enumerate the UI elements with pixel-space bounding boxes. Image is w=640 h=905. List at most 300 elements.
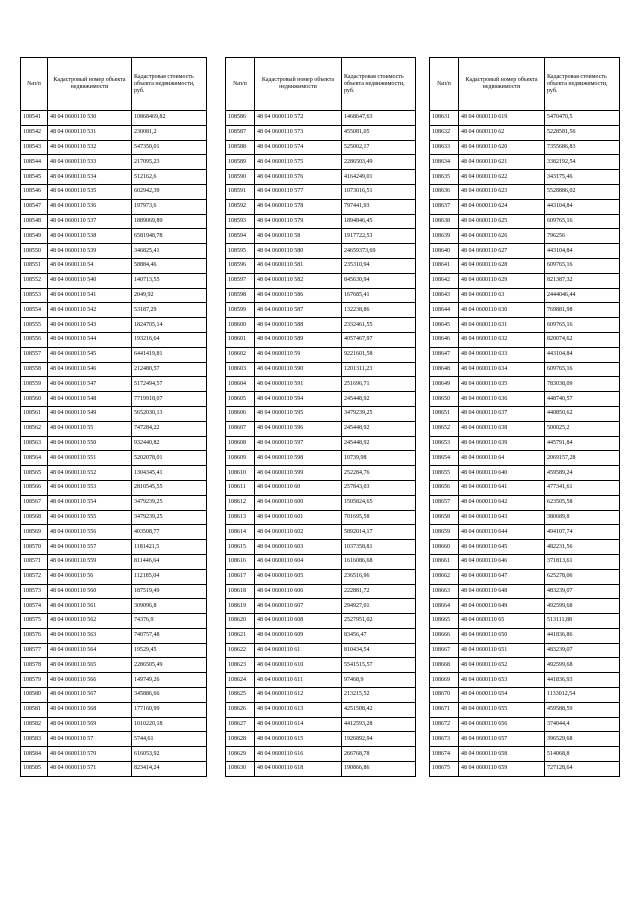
cadastral-number: 48 04 0600110 623 [459,184,545,199]
cadastral-cost: 1824705,14 [132,318,207,333]
cadastral-number: 48 04 0600110 568 [48,702,132,717]
cadastral-cost: 266768,78 [342,747,416,762]
cadastral-cost: 483239,07 [545,584,620,599]
cadastral-number: 48 04 0600110 62 [459,125,545,140]
cadastral-cost: 1201311,23 [342,362,416,377]
cadastral-cost: 343175,46 [545,170,620,185]
cadastral-number: 48 04 0600110 551 [48,451,132,466]
cadastral-number: 48 04 0600110 636 [459,392,545,407]
table-row [21,658,207,673]
cadastral-number: 48 04 0600110 648 [459,584,545,599]
cadastral-number: 48 04 0600110 645 [459,540,545,555]
table-row [430,569,620,584]
cadastral-cost: 482231,56 [545,540,620,555]
row-number: 108548 [21,214,48,229]
cadastral-number: 48 04 0600110 607 [255,599,342,614]
cadastral-number: 48 04 0600110 539 [48,244,132,259]
header-num: №п/п [430,58,459,111]
cadastral-number: 48 04 0600110 605 [255,569,342,584]
row-number: 108647 [430,347,459,362]
cadastral-number: 48 04 0600110 544 [48,332,132,347]
table-row [430,155,620,170]
row-number: 108639 [430,229,459,244]
cadastral-number: 48 04 0600110 644 [459,525,545,540]
row-number: 108594 [226,229,255,244]
header-cost: Кадастровая стоимость объекта недвижимости, руб. [545,58,620,111]
cadastral-cost: 245448,92 [342,421,416,436]
table-row [430,702,620,717]
cadastral-number: 48 04 0600110 55 [48,421,132,436]
table-row [430,717,620,732]
cadastral-number: 48 04 0600110 546 [48,362,132,377]
cadastral-cost: 5470470,5 [545,111,620,126]
cadastral-number: 48 04 0600110 628 [459,258,545,273]
row-number: 108556 [21,332,48,347]
table-row [21,362,207,377]
cadastral-number: 48 04 0600110 621 [459,155,545,170]
table-row [430,762,620,777]
cadastral-cost: 740757,48 [132,628,207,643]
row-number: 108564 [21,451,48,466]
cadastral-number: 48 04 0600110 552 [48,466,132,481]
table-row [430,111,620,126]
table-row [21,614,207,629]
row-number: 108636 [430,184,459,199]
row-number: 108618 [226,584,255,599]
cadastral-number: 48 04 0600110 60 [255,480,342,495]
table-row [430,732,620,747]
cadastral-cost: 167685,41 [342,288,416,303]
cadastral-number: 48 04 0600110 655 [459,702,545,717]
cadastral-number: 48 04 0600110 620 [459,140,545,155]
cadastral-cost: 7355686,83 [545,140,620,155]
cadastral-cost: 811446,64 [132,554,207,569]
row-number: 108605 [226,392,255,407]
cadastral-number: 48 04 0600110 571 [48,762,132,777]
cadastral-number: 48 04 0600110 563 [48,628,132,643]
table-row [430,288,620,303]
row-number: 108580 [21,688,48,703]
cadastral-number: 48 04 0600110 646 [459,554,545,569]
table-row [226,495,416,510]
cadastral-cost: 547350,01 [132,140,207,155]
cadastral-number: 48 04 0600110 647 [459,569,545,584]
table-row [226,199,416,214]
cadastral-cost: 24659373,69 [342,244,416,259]
row-number: 108614 [226,525,255,540]
table-row [21,525,207,540]
table-row [430,451,620,466]
row-number: 108656 [430,480,459,495]
table-row [430,628,620,643]
cadastral-cost: 3382192,54 [545,155,620,170]
cadastral-cost: 374044,4 [545,717,620,732]
cadastral-cost: 5202078,01 [132,451,207,466]
cadastral-number: 48 04 0600110 531 [48,125,132,140]
header-cadnum: Кадастровый номер объекта недвижимости [255,58,342,111]
table-row [430,673,620,688]
row-number: 108588 [226,140,255,155]
table-row [226,184,416,199]
row-number: 108621 [226,628,255,643]
table-row [21,688,207,703]
row-number: 108670 [430,688,459,703]
row-number: 108582 [21,717,48,732]
cadastral-cost: 2444046,44 [545,288,620,303]
row-number: 108641 [430,258,459,273]
row-number: 108599 [226,303,255,318]
cadastral-cost: 97468,9 [342,673,416,688]
cadastral-cost: 9221601,58 [342,347,416,362]
table-row [430,495,620,510]
cadastral-number: 48 04 0600110 598 [255,451,342,466]
cadastral-number: 48 04 0600110 562 [48,614,132,629]
row-number: 108550 [21,244,48,259]
cadastral-number: 48 04 0600110 575 [255,155,342,170]
cadastral-cost: 477341,61 [545,480,620,495]
row-number: 108613 [226,510,255,525]
table-row [226,140,416,155]
cadastral-number: 48 04 0600110 629 [459,273,545,288]
cadastral-number: 48 04 0600110 570 [48,747,132,762]
row-number: 108549 [21,229,48,244]
table-row [21,584,207,599]
row-number: 108570 [21,540,48,555]
table-row [21,184,207,199]
cadastral-number: 48 04 0600110 641 [459,480,545,495]
row-number: 108597 [226,273,255,288]
cadastral-cost: 2810545,55 [132,480,207,495]
table-row [21,599,207,614]
row-number: 108560 [21,392,48,407]
table-row [430,392,620,407]
table-row [430,125,620,140]
row-number: 108616 [226,554,255,569]
table-row [226,673,416,688]
cadastral-number: 48 04 0600110 550 [48,436,132,451]
row-number: 108578 [21,658,48,673]
table-row [430,688,620,703]
cadastral-cost: 932440,82 [132,436,207,451]
table-row [226,332,416,347]
cadastral-number: 48 04 0600110 556 [48,525,132,540]
cadastral-cost: 441836,93 [545,673,620,688]
table-row [21,303,207,318]
cadastral-number: 48 04 0600110 578 [255,199,342,214]
cadastral-cost: 4412593,28 [342,717,416,732]
cadastral-cost: 1889069,89 [132,214,207,229]
row-number: 108662 [430,569,459,584]
cadastral-cost: 245448,92 [342,392,416,407]
row-number: 108607 [226,421,255,436]
row-number: 108659 [430,525,459,540]
row-number: 108572 [21,569,48,584]
cadastral-number: 48 04 0600110 594 [255,392,342,407]
cadastral-cost: 309096,8 [132,599,207,614]
table-row [226,466,416,481]
cadastral-number: 48 04 0600110 642 [459,495,545,510]
row-number: 108628 [226,732,255,747]
row-number: 108657 [430,495,459,510]
row-number: 108562 [21,421,48,436]
cadastral-cost: 616053,92 [132,747,207,762]
cadastral-cost: 443104,84 [545,199,620,214]
cadastral-cost: 5892014,17 [342,525,416,540]
cadastral-cost: 443104,84 [545,244,620,259]
cadastral-cost: 2286503,49 [342,155,416,170]
cadastral-cost: 823414,24 [132,762,207,777]
row-number: 108598 [226,288,255,303]
header-cadnum: Кадастровый номер объекта недвижимости [459,58,545,111]
row-number: 108584 [21,747,48,762]
cadastral-number: 48 04 0600110 566 [48,673,132,688]
cadastral-cost: 5228581,56 [545,125,620,140]
cadastral-cost: 19529,45 [132,643,207,658]
table-row [21,318,207,333]
cadastral-cost: 2049,92 [132,288,207,303]
row-number: 108671 [430,702,459,717]
cadastral-number: 48 04 0600110 553 [48,480,132,495]
cadastral-cost: 525002,17 [342,140,416,155]
table-row [226,599,416,614]
cadastral-cost: 500025,2 [545,421,620,436]
table-row [226,480,416,495]
cadastral-number: 48 04 0600110 597 [255,436,342,451]
cadastral-cost: 512162,6 [132,170,207,185]
cadastral-number: 48 04 0600110 643 [459,510,545,525]
row-number: 108627 [226,717,255,732]
table-row [21,747,207,762]
cadastral-cost: 483239,07 [545,643,620,658]
cadastral-number: 48 04 0600110 638 [459,421,545,436]
cadastral-number: 48 04 0600110 653 [459,673,545,688]
cadastral-number: 48 04 0600110 576 [255,170,342,185]
cadastral-cost: 821387,32 [545,273,620,288]
row-number: 108571 [21,554,48,569]
cadastral-cost: 1133012,54 [545,688,620,703]
cadastral-cost: 513111,88 [545,614,620,629]
row-number: 108583 [21,732,48,747]
row-number: 108650 [430,392,459,407]
row-number: 108652 [430,421,459,436]
table-row [430,406,620,421]
row-number: 108655 [430,466,459,481]
cadastral-cost: 783038,09 [545,377,620,392]
cadastral-cost: 83456,47 [342,628,416,643]
table-row [430,599,620,614]
cadastral-cost: 3479239,25 [132,510,207,525]
row-number: 108675 [430,762,459,777]
row-number: 108665 [430,614,459,629]
cadastral-cost: 230081,2 [132,125,207,140]
table-row [226,125,416,140]
table-row [21,540,207,555]
row-number: 108553 [21,288,48,303]
table-row [226,111,416,126]
cadastral-cost: 494107,74 [545,525,620,540]
cadastral-number: 48 04 0600110 588 [255,318,342,333]
cadastral-cost: 5528886,02 [545,184,620,199]
row-number: 108660 [430,540,459,555]
table-row [226,288,416,303]
row-number: 108577 [21,643,48,658]
cadastral-cost: 445791,84 [545,436,620,451]
cadastral-cost: 609765,16 [545,258,620,273]
cadastral-cost: 213215,52 [342,688,416,703]
cadastral-cost: 1926892,94 [342,732,416,747]
cadastral-number: 48 04 0600110 602 [255,525,342,540]
row-number: 108563 [21,436,48,451]
row-number: 108674 [430,747,459,762]
cadastral-cost: 294927,01 [342,599,416,614]
cadastral-number: 48 04 0600110 530 [48,111,132,126]
table-row [430,140,620,155]
table-row [430,554,620,569]
table-row [226,688,416,703]
cadastral-cost: 380689,8 [545,510,620,525]
cadastral-cost: 193216,64 [132,332,207,347]
cadastral-number: 48 04 0600110 657 [459,732,545,747]
row-number: 108547 [21,199,48,214]
cadastral-cost: 769881,98 [545,303,620,318]
cadastral-cost: 797441,93 [342,199,416,214]
table-row [430,244,620,259]
cadastral-number: 48 04 0600110 631 [459,318,545,333]
row-number: 108615 [226,540,255,555]
table-row [226,569,416,584]
cadastral-cost: 10868469,82 [132,111,207,126]
table-row [430,466,620,481]
cadastral-cost: 197973,6 [132,199,207,214]
table-row [21,111,207,126]
row-number: 108642 [430,273,459,288]
table-row [430,377,620,392]
cadastral-number: 48 04 0600110 545 [48,347,132,362]
cadastral-cost: 345886,66 [132,688,207,703]
table-row [21,229,207,244]
cadastral-cost: 625278,06 [545,569,620,584]
cadastral-cost: 441836,86 [545,628,620,643]
table-row [226,584,416,599]
row-number: 108664 [430,599,459,614]
table-row [226,658,416,673]
row-number: 108557 [21,347,48,362]
table-row [226,347,416,362]
cadastral-cost: 58884,46 [132,258,207,273]
row-number: 108634 [430,155,459,170]
cadastral-number: 48 04 0600110 630 [459,303,545,318]
cadastral-cost: 4164249,01 [342,170,416,185]
cadastral-number: 48 04 0600110 616 [255,747,342,762]
cadastral-cost: 346825,41 [132,244,207,259]
cadastral-cost: 820074,62 [545,332,620,347]
table-row [430,510,620,525]
table-row [21,510,207,525]
cadastral-number: 48 04 0600110 604 [255,554,342,569]
cadastral-number: 48 04 0600110 560 [48,584,132,599]
table-row [430,229,620,244]
cadastral-cost: 6581948,78 [132,229,207,244]
cadastral-number: 48 04 0600110 601 [255,510,342,525]
row-number: 108629 [226,747,255,762]
row-number: 108631 [430,111,459,126]
row-number: 108567 [21,495,48,510]
cadastral-number: 48 04 0600110 535 [48,184,132,199]
cadastral-number: 48 04 0600110 614 [255,717,342,732]
cadastral-cost: 609765,16 [545,362,620,377]
cadastral-number: 48 04 0600110 533 [48,155,132,170]
table-row [226,229,416,244]
cadastral-cost: 1181421,5 [132,540,207,555]
row-number: 108626 [226,702,255,717]
row-number: 108637 [430,199,459,214]
table-row [226,510,416,525]
cadastral-number: 48 04 0600110 619 [459,111,545,126]
row-number: 108589 [226,155,255,170]
cadastral-number: 48 04 0600110 557 [48,540,132,555]
row-number: 108633 [430,140,459,155]
row-number: 108591 [226,184,255,199]
table-row [226,628,416,643]
row-number: 108668 [430,658,459,673]
table-row [430,170,620,185]
cadastral-cost: 1073016,51 [342,184,416,199]
table-row [226,258,416,273]
cadastral-number: 48 04 0600110 57 [48,732,132,747]
cadastral-cost: 177160,99 [132,702,207,717]
cadastral-cost: 623505,58 [545,495,620,510]
cadastral-number: 48 04 0600110 65 [459,614,545,629]
table-row [21,480,207,495]
row-number: 108654 [430,451,459,466]
row-number: 108624 [226,673,255,688]
cadastral-cost: 514068,8 [545,747,620,762]
table-row [21,332,207,347]
header-cost: Кадастровая стоимость объекта недвижимости, руб. [342,58,416,111]
table-row [430,362,620,377]
cadastral-cost: 440850,62 [545,406,620,421]
row-number: 108667 [430,643,459,658]
row-number: 108638 [430,214,459,229]
table-row [430,614,620,629]
cadastral-cost: 2527951,02 [342,614,416,629]
cadastral-number: 48 04 0600110 567 [48,688,132,703]
table-row [21,643,207,658]
table-row [226,377,416,392]
cadastral-cost: 5652030,13 [132,406,207,421]
cadastral-cost: 602942,39 [132,184,207,199]
table-row [21,702,207,717]
cadastral-cost: 1616086,68 [342,554,416,569]
cadastral-number: 48 04 0600110 634 [459,362,545,377]
cadastral-cost: 187519,49 [132,584,207,599]
cadastral-cost: 2332461,55 [342,318,416,333]
row-number: 108592 [226,199,255,214]
header-row [21,58,207,111]
table-row [21,762,207,777]
table-row [226,214,416,229]
cadastral-number: 48 04 0600110 635 [459,377,545,392]
cadastral-number: 48 04 0600110 613 [255,702,342,717]
row-number: 108576 [21,628,48,643]
row-number: 108559 [21,377,48,392]
row-number: 108544 [21,155,48,170]
row-number: 108593 [226,214,255,229]
row-number: 108606 [226,406,255,421]
table-row [226,702,416,717]
table-row [226,436,416,451]
table-row [226,244,416,259]
